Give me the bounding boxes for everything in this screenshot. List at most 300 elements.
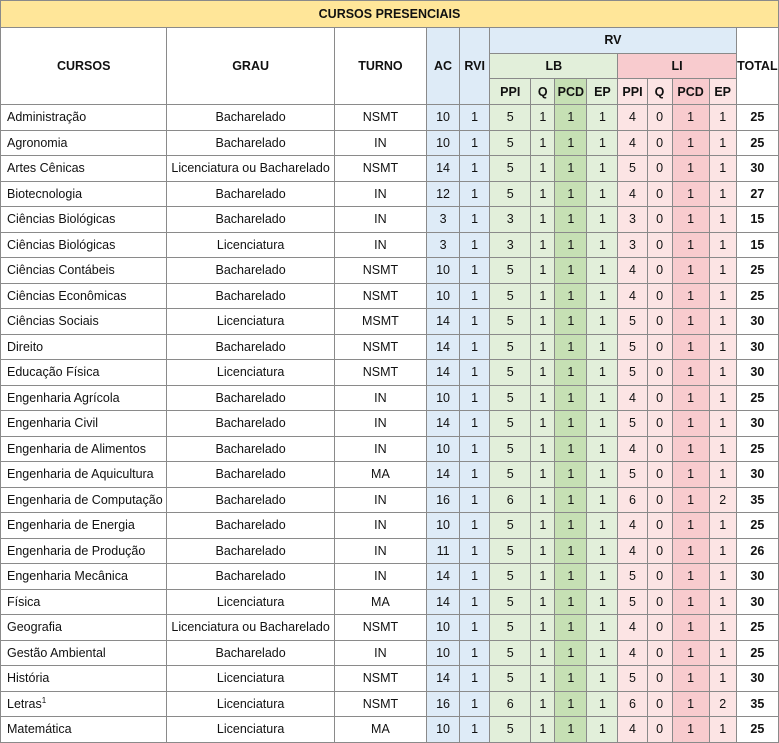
lb-ppi-value-text: 5	[506, 416, 514, 431]
li-pcd-value	[672, 487, 709, 513]
shift	[334, 411, 426, 437]
lb-ppi-value	[490, 717, 531, 743]
li-ppi-value-text: 5	[629, 569, 636, 584]
header-rv: RV	[490, 28, 737, 54]
li-pcd-value-text: 1	[687, 441, 695, 456]
li-q-value	[647, 283, 672, 309]
lb-ep-value	[587, 666, 618, 692]
li-ppi-value	[618, 564, 647, 590]
shift	[334, 666, 426, 692]
lb-q-value	[531, 411, 555, 437]
lb-ep-value-text: 1	[598, 467, 606, 482]
lb-ppi-value-text: 5	[506, 518, 514, 533]
li-pcd-value-text: 1	[687, 390, 695, 405]
total-value-text: 25	[750, 263, 765, 278]
lb-ppi-value	[490, 283, 531, 309]
table-row	[1, 283, 779, 309]
lb-ep-value-text: 1	[598, 135, 606, 150]
total-value	[736, 309, 778, 335]
degree	[167, 666, 334, 692]
total-value	[736, 130, 778, 156]
shift-text: IN	[374, 492, 387, 507]
table-row	[1, 207, 779, 233]
total-value	[736, 360, 778, 386]
li-q-value-text: 0	[656, 492, 664, 507]
ac-value-text: 14	[436, 594, 451, 609]
lb-ppi-value	[490, 258, 531, 284]
lb-pcd-value-text: 1	[567, 543, 575, 558]
lb-ppi-value	[490, 130, 531, 156]
li-ep-value-text: 1	[719, 314, 727, 329]
rvi-value-text: 1	[471, 645, 479, 660]
lb-q-value-text: 1	[539, 671, 547, 686]
shift	[334, 130, 426, 156]
lb-ppi-value	[490, 411, 531, 437]
total-value	[736, 640, 778, 666]
shift-text: IN	[374, 518, 387, 533]
li-ep-value	[709, 207, 736, 233]
lb-q-value-text: 1	[539, 339, 547, 354]
lb-ppi-value-text: 5	[506, 186, 514, 201]
li-q-value-text: 0	[656, 314, 664, 329]
li-pcd-value	[672, 615, 709, 641]
shift	[334, 564, 426, 590]
lb-q-value-text: 1	[539, 365, 547, 380]
course-name	[1, 717, 167, 743]
course-name	[1, 589, 167, 615]
lb-q-value-text: 1	[539, 110, 547, 125]
li-q-value-text: 0	[656, 620, 664, 635]
table-row	[1, 258, 779, 284]
lb-pcd-value	[555, 232, 587, 258]
shift	[334, 717, 426, 743]
degree-text: Bacharelado	[215, 467, 286, 482]
li-pcd-value	[672, 640, 709, 666]
li-ep-value	[709, 258, 736, 284]
degree	[167, 156, 334, 182]
course-name	[1, 462, 167, 488]
total-value	[736, 691, 778, 717]
li-pcd-value-text: 1	[687, 722, 695, 737]
lb-ppi-value-text: 5	[506, 365, 514, 380]
degree	[167, 538, 334, 564]
rvi-value-text: 1	[471, 365, 479, 380]
rvi-value	[460, 156, 490, 182]
li-ppi-value-text: 4	[629, 110, 636, 125]
lb-q-value-text: 1	[539, 467, 547, 482]
total-value	[736, 181, 778, 207]
rvi-value-text: 1	[471, 288, 479, 303]
lb-ppi-value	[490, 334, 531, 360]
li-q-value-text: 0	[656, 186, 664, 201]
ac-value-text: 10	[436, 645, 451, 660]
li-ep-value-text: 1	[719, 186, 727, 201]
shift-text: IN	[374, 237, 387, 252]
li-pcd-value	[672, 181, 709, 207]
ac-value	[427, 232, 460, 258]
li-q-value-text: 0	[656, 645, 664, 660]
lb-q-value	[531, 436, 555, 462]
lb-q-value-text: 1	[539, 594, 547, 609]
li-ep-value-text: 1	[719, 365, 727, 380]
li-ppi-value	[618, 385, 647, 411]
lb-ep-value-text: 1	[598, 696, 606, 711]
shift	[334, 258, 426, 284]
table-row	[1, 615, 779, 641]
total-value-text: 25	[750, 390, 765, 405]
li-ep-value	[709, 411, 736, 437]
course-name	[1, 666, 167, 692]
table-row	[1, 385, 779, 411]
course-name	[1, 283, 167, 309]
degree-text: Bacharelado	[215, 416, 286, 431]
degree	[167, 717, 334, 743]
ac-value	[427, 207, 460, 233]
li-q-value	[647, 487, 672, 513]
li-q-value-text: 0	[656, 339, 664, 354]
course-name-text: Ciências Contábeis	[7, 263, 115, 278]
total-value-text: 30	[750, 365, 765, 380]
total-value-text: 27	[750, 186, 765, 201]
course-name-text: Geografia	[7, 620, 62, 635]
li-pcd-value-text: 1	[687, 416, 695, 431]
lb-pcd-value-text: 1	[567, 339, 575, 354]
li-ep-value	[709, 130, 736, 156]
lb-q-value-text: 1	[539, 569, 547, 584]
lb-ep-value	[587, 258, 618, 284]
rvi-value-text: 1	[471, 696, 479, 711]
header-lb-pcd: PCD	[555, 79, 587, 105]
lb-pcd-value-text: 1	[567, 441, 575, 456]
degree	[167, 691, 334, 717]
lb-ep-value	[587, 436, 618, 462]
lb-ppi-value	[490, 564, 531, 590]
lb-q-value-text: 1	[539, 161, 547, 176]
li-q-value-text: 0	[656, 161, 664, 176]
degree	[167, 283, 334, 309]
lb-ep-value-text: 1	[598, 569, 606, 584]
li-pcd-value-text: 1	[687, 212, 695, 227]
course-name-text: Direito	[7, 339, 44, 354]
total-value-text: 35	[750, 696, 765, 711]
lb-ep-value-text: 1	[598, 365, 606, 380]
lb-pcd-value	[555, 207, 587, 233]
rvi-value-text: 1	[471, 543, 479, 558]
lb-pcd-value-text: 1	[567, 288, 575, 303]
ac-value	[427, 564, 460, 590]
li-ep-value-text: 1	[719, 467, 727, 482]
ac-value-text: 10	[436, 135, 451, 150]
li-q-value	[647, 385, 672, 411]
rvi-value	[460, 589, 490, 615]
ac-value	[427, 487, 460, 513]
lb-pcd-value-text: 1	[567, 263, 575, 278]
ac-value-text: 10	[436, 518, 451, 533]
degree-text: Licenciatura	[216, 365, 285, 380]
lb-ppi-value-text: 5	[506, 671, 514, 686]
lb-ppi-value	[490, 513, 531, 539]
ac-value-text: 12	[436, 186, 451, 201]
li-pcd-value-text: 1	[687, 314, 695, 329]
shift-text: NSMT	[362, 620, 399, 635]
lb-ep-value	[587, 462, 618, 488]
lb-pcd-value	[555, 181, 587, 207]
li-ppi-value	[618, 589, 647, 615]
li-pcd-value-text: 1	[687, 518, 695, 533]
degree-text: Bacharelado	[215, 339, 286, 354]
course-name	[1, 309, 167, 335]
li-pcd-value-text: 1	[687, 365, 695, 380]
shift	[334, 487, 426, 513]
lb-q-value-text: 1	[539, 314, 547, 329]
lb-pcd-value	[555, 283, 587, 309]
header-lb-ppi: PPI	[490, 79, 531, 105]
li-ppi-value-text: 5	[629, 416, 636, 431]
shift-text: IN	[374, 569, 387, 584]
li-ppi-value	[618, 258, 647, 284]
degree-text: Bacharelado	[215, 135, 286, 150]
li-pcd-value-text: 1	[687, 186, 695, 201]
ac-value-text: 16	[436, 696, 451, 711]
rvi-value-text: 1	[471, 390, 479, 405]
li-q-value	[647, 615, 672, 641]
course-name-text: Ciências Econômicas	[7, 288, 127, 303]
table-row	[1, 130, 779, 156]
lb-ep-value-text: 1	[598, 237, 606, 252]
course-name-text: Engenharia de Computação	[7, 492, 163, 507]
li-ep-value	[709, 691, 736, 717]
total-value-text: 30	[750, 467, 765, 482]
lb-pcd-value-text: 1	[567, 518, 575, 533]
total-value	[736, 156, 778, 182]
degree-text: Bacharelado	[215, 492, 286, 507]
li-ep-value-text: 1	[719, 441, 727, 456]
li-ppi-value-text: 4	[629, 645, 636, 660]
li-ppi-value-text: 5	[629, 671, 636, 686]
degree	[167, 615, 334, 641]
lb-pcd-value	[555, 105, 587, 131]
lb-ep-value	[587, 615, 618, 641]
rvi-value-text: 1	[471, 339, 479, 354]
course-name-text: Letras	[7, 697, 42, 712]
degree	[167, 181, 334, 207]
shift-text: IN	[374, 212, 387, 227]
header-cursos: CURSOS	[1, 28, 167, 105]
rvi-value	[460, 666, 490, 692]
ac-value	[427, 283, 460, 309]
li-q-value	[647, 232, 672, 258]
li-ppi-value	[618, 691, 647, 717]
total-value	[736, 589, 778, 615]
rvi-value-text: 1	[471, 722, 479, 737]
lb-ep-value-text: 1	[598, 212, 606, 227]
lb-ep-value-text: 1	[598, 186, 606, 201]
lb-pcd-value	[555, 462, 587, 488]
li-ppi-value	[618, 156, 647, 182]
rvi-value	[460, 513, 490, 539]
li-ppi-value-text: 5	[629, 365, 636, 380]
rvi-value-text: 1	[471, 569, 479, 584]
li-q-value	[647, 360, 672, 386]
rvi-value-text: 1	[471, 441, 479, 456]
degree	[167, 105, 334, 131]
lb-q-value-text: 1	[539, 263, 547, 278]
li-ppi-value-text: 5	[629, 314, 636, 329]
course-name	[1, 640, 167, 666]
li-q-value	[647, 589, 672, 615]
total-value-text: 30	[750, 161, 765, 176]
table-row	[1, 513, 779, 539]
lb-pcd-value	[555, 130, 587, 156]
li-q-value	[647, 156, 672, 182]
li-q-value-text: 0	[656, 543, 664, 558]
lb-pcd-value	[555, 487, 587, 513]
total-value-text: 25	[750, 722, 765, 737]
total-value	[736, 538, 778, 564]
course-name-text: Engenharia de Energia	[7, 518, 135, 533]
li-q-value	[647, 513, 672, 539]
li-q-value	[647, 130, 672, 156]
ac-value-text: 10	[436, 288, 451, 303]
li-ppi-value	[618, 462, 647, 488]
lb-ep-value-text: 1	[598, 620, 606, 635]
lb-pcd-value-text: 1	[567, 416, 575, 431]
lb-pcd-value-text: 1	[567, 569, 575, 584]
lb-q-value	[531, 640, 555, 666]
total-value-text: 15	[750, 237, 765, 252]
total-value	[736, 385, 778, 411]
li-q-value-text: 0	[656, 441, 664, 456]
lb-ep-value-text: 1	[598, 263, 606, 278]
degree-text: Bacharelado	[215, 569, 286, 584]
lb-ep-value	[587, 564, 618, 590]
li-pcd-value	[672, 717, 709, 743]
lb-ppi-value-text: 5	[506, 645, 514, 660]
rvi-value-text: 1	[471, 263, 479, 278]
degree	[167, 436, 334, 462]
course-name	[1, 411, 167, 437]
table-row	[1, 666, 779, 692]
table-row	[1, 181, 779, 207]
lb-pcd-value-text: 1	[567, 186, 575, 201]
li-ep-value	[709, 538, 736, 564]
shift	[334, 334, 426, 360]
lb-q-value-text: 1	[539, 518, 547, 533]
li-ep-value-text: 1	[719, 671, 727, 686]
shift-text: MA	[371, 722, 390, 737]
total-value	[736, 717, 778, 743]
shift-text: NSMT	[362, 161, 399, 176]
ac-value-text: 16	[436, 492, 451, 507]
header-rvi: RVI	[460, 28, 490, 105]
shift-text: NSMT	[362, 696, 399, 711]
li-q-value-text: 0	[656, 135, 664, 150]
shift	[334, 360, 426, 386]
lb-ep-value	[587, 283, 618, 309]
lb-pcd-value-text: 1	[567, 467, 575, 482]
lb-pcd-value-text: 1	[567, 645, 575, 660]
lb-q-value	[531, 309, 555, 335]
lb-q-value-text: 1	[539, 135, 547, 150]
course-name	[1, 207, 167, 233]
lb-q-value	[531, 691, 555, 717]
course-name-text: Matemática	[7, 722, 72, 737]
li-q-value	[647, 462, 672, 488]
degree-text: Bacharelado	[215, 186, 286, 201]
header-ac: AC	[427, 28, 460, 105]
total-value	[736, 615, 778, 641]
lb-ep-value-text: 1	[598, 110, 606, 125]
li-q-value-text: 0	[656, 416, 664, 431]
header-turno: TURNO	[334, 28, 426, 105]
ac-value	[427, 615, 460, 641]
li-ep-value	[709, 513, 736, 539]
header-grau: GRAU	[167, 28, 334, 105]
li-ep-value	[709, 105, 736, 131]
li-ppi-value-text: 3	[629, 237, 636, 252]
table-row	[1, 564, 779, 590]
li-q-value-text: 0	[656, 671, 664, 686]
li-ppi-value	[618, 411, 647, 437]
lb-q-value	[531, 462, 555, 488]
rvi-value	[460, 640, 490, 666]
li-q-value	[647, 258, 672, 284]
lb-q-value-text: 1	[539, 237, 547, 252]
li-pcd-value	[672, 462, 709, 488]
li-q-value-text: 0	[656, 110, 664, 125]
lb-ppi-value-text: 5	[506, 390, 514, 405]
lb-ep-value-text: 1	[598, 543, 606, 558]
li-q-value	[647, 564, 672, 590]
lb-q-value	[531, 181, 555, 207]
lb-ep-value-text: 1	[598, 722, 606, 737]
li-pcd-value-text: 1	[687, 696, 695, 711]
lb-ppi-value-text: 5	[506, 263, 514, 278]
total-value-text: 30	[750, 671, 765, 686]
table-row	[1, 640, 779, 666]
header-lb-q: Q	[531, 79, 555, 105]
lb-ep-value	[587, 130, 618, 156]
degree-text: Bacharelado	[215, 518, 286, 533]
lb-q-value	[531, 487, 555, 513]
shift	[334, 615, 426, 641]
total-value-text: 25	[750, 135, 765, 150]
lb-ep-value-text: 1	[598, 594, 606, 609]
li-pcd-value	[672, 436, 709, 462]
lb-ep-value	[587, 411, 618, 437]
li-ppi-value	[618, 615, 647, 641]
lb-q-value	[531, 283, 555, 309]
lb-ppi-value	[490, 615, 531, 641]
shift	[334, 691, 426, 717]
lb-ppi-value	[490, 181, 531, 207]
li-ppi-value	[618, 207, 647, 233]
shift-text: NSMT	[362, 288, 399, 303]
li-pcd-value-text: 1	[687, 569, 695, 584]
lb-ppi-value-text: 5	[506, 288, 514, 303]
course-name	[1, 564, 167, 590]
lb-q-value	[531, 207, 555, 233]
lb-ppi-value-text: 5	[506, 135, 514, 150]
li-pcd-value	[672, 691, 709, 717]
lb-q-value-text: 1	[539, 390, 547, 405]
li-ppi-value	[618, 181, 647, 207]
lb-ppi-value	[490, 640, 531, 666]
lb-ppi-value-text: 3	[506, 237, 514, 252]
lb-pcd-value-text: 1	[567, 110, 575, 125]
shift-text: IN	[374, 645, 387, 660]
course-name-text: Educação Física	[7, 365, 100, 380]
